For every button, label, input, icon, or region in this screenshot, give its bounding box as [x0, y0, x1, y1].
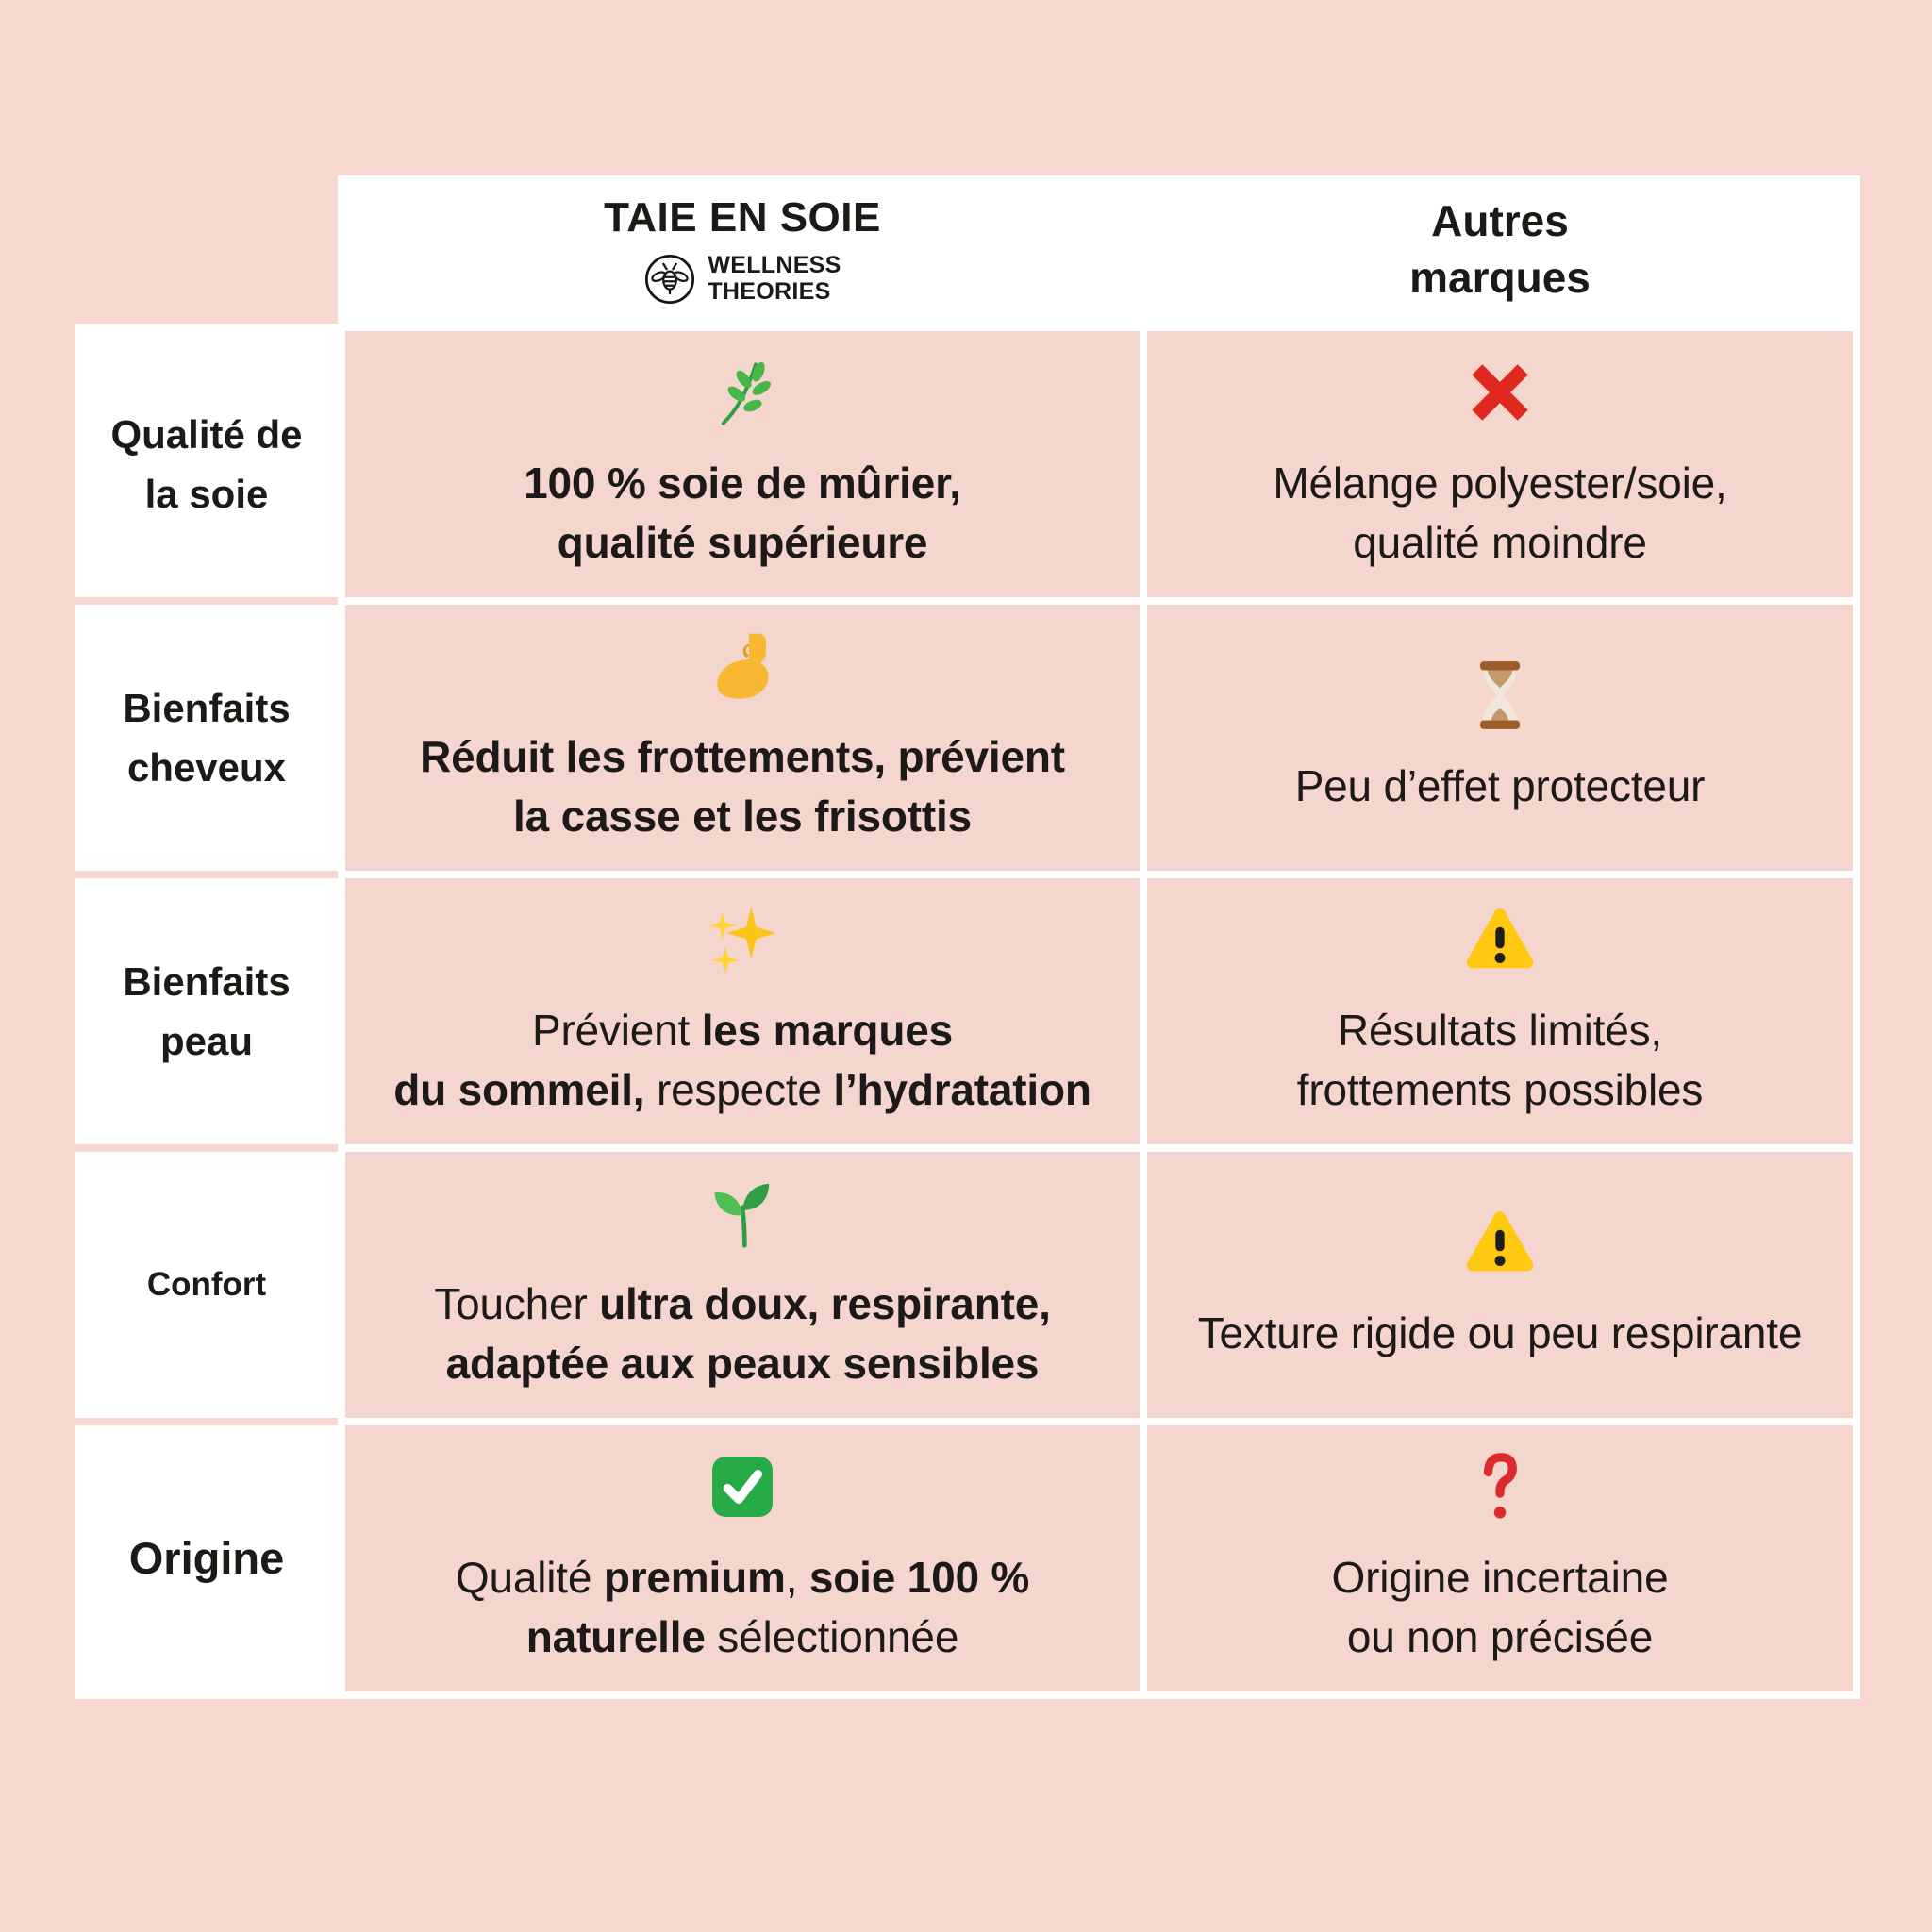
others-header-cell [1147, 175, 1853, 324]
others-value-text: Résultats limités, frottements possibles [1296, 1005, 1704, 1114]
brand-logo-text [708, 253, 841, 305]
brand-value-cell [345, 1152, 1140, 1418]
brand-logo [643, 253, 841, 306]
brand-title: TAIE EN SOIE [604, 193, 881, 241]
row-label-cell [75, 331, 338, 597]
brand-value-cell [345, 331, 1140, 597]
others-value-cell [1147, 1152, 1853, 1418]
brand-logo-line2: THEORIES [708, 277, 831, 305]
row-label-cell [75, 1152, 338, 1418]
check-mark-button-icon [697, 1450, 788, 1524]
others-value-cell [1147, 605, 1853, 871]
row-label: Origine [128, 1532, 285, 1583]
cross-mark-icon [1455, 356, 1545, 429]
sparkles-icon [697, 903, 788, 976]
brand-value-cell [345, 878, 1140, 1144]
warning-icon [1455, 1206, 1545, 1279]
flexed-biceps-icon [697, 629, 788, 703]
row-label: Bienfaits cheveux [123, 686, 291, 790]
others-value-cell [1147, 1425, 1853, 1691]
brand-header-cell [345, 175, 1140, 324]
row-label-cell [75, 1425, 338, 1691]
question-mark-icon [1455, 1450, 1545, 1524]
hourglass-icon [1455, 658, 1545, 732]
row-label: Bienfaits peau [123, 959, 291, 1063]
warning-icon [1455, 903, 1545, 976]
brand-value-cell [345, 1425, 1140, 1691]
others-value-text: Texture rigide ou peu respirante [1197, 1308, 1803, 1358]
corner-spacer [75, 175, 338, 324]
brand-value-text: Prévient les marques du sommeil, respecte l’hydratation [393, 1005, 1091, 1114]
herb-icon [697, 356, 788, 429]
others-title-line2: marques [1409, 252, 1591, 302]
others-value-text: Origine incertaine ou non précisée [1331, 1552, 1669, 1661]
row-label: Confort [146, 1265, 267, 1303]
others-value-text: Mélange polyester/soie, qualité moindre [1273, 458, 1727, 567]
brand-logo-line1: WELLNESS [708, 252, 841, 278]
brand-value-text: Réduit les frottements, prévient la casse et les frisottis [420, 731, 1065, 841]
others-value-text: Peu d’effet protecteur [1294, 761, 1706, 811]
brand-value-text: Qualité premium, soie 100 % naturelle sélectionnée [455, 1552, 1030, 1661]
others-title-line1: Autres [1431, 195, 1569, 245]
brand-value-text: 100 % soie de mûrier, qualité supérieure [524, 458, 961, 567]
brand-value-text: Toucher ultra doux, respirante, adaptée aux peaux sensibles [434, 1278, 1051, 1388]
row-label-cell [75, 605, 338, 871]
row-label-cell [75, 878, 338, 1144]
others-value-cell [1147, 878, 1853, 1144]
brand-value-cell [345, 605, 1140, 871]
row-label: Qualité de la soie [110, 412, 303, 516]
others-title [1409, 193, 1591, 307]
others-value-cell [1147, 331, 1853, 597]
bee-logo-icon [643, 253, 696, 306]
seedling-icon [697, 1176, 788, 1250]
comparison-table [75, 175, 1860, 1699]
